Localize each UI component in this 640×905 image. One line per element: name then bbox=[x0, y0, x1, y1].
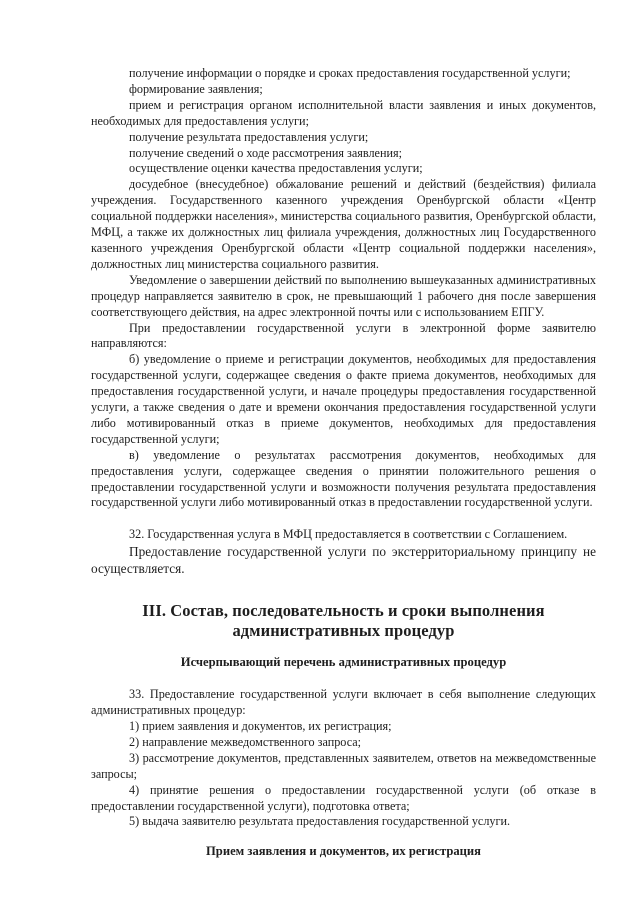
paragraph: б) уведомление о приеме и регистрации документов, необходимых для предоставления государственной услуги, содержащее сведения о факте приема документов, необходимых для предоставления государственной услуги, и начале процедуры предоставления государственной услуги, а также сведения о дате и времени окончания предоставления государственной услуги либо мотивированный отказ в приеме документов, необходимых для предоставления государственной услуги; bbox=[91, 352, 596, 446]
paragraph: досудебное (внесудебное) обжалование решений и действий (бездействия) филиала учреждения. Государственного казенного учреждения Оренбургской области «Центр социальной поддержки населения», министерства социального развития, Оренбургской области, МФЦ, а также их должностных лиц филиала учреждения, должностных лиц Государственного казенного учреждения Оренбургской области «Центр социальной поддержки населения», должностных лиц министерства социального развития. bbox=[91, 177, 596, 271]
paragraph: получение результата предоставления услуги; bbox=[129, 129, 369, 144]
subheading-procedures: Исчерпывающий перечень административных процедур bbox=[180, 655, 507, 670]
document-body bbox=[91, 66, 596, 860]
paragraph: в) уведомление о результатах рассмотрения документов, необходимых для предоставления услуги, содержащее сведения о принятии положительного решения о предоставлении государственной услуги и возможности получения результата предоставления государственной услуги либо мотивированный отказ в предоставлении государственной услуги. bbox=[91, 447, 596, 510]
paragraph: получение сведений о ходе рассмотрения заявления; bbox=[129, 145, 402, 160]
paragraph: прием и регистрация органом исполнительной власти заявления и иных документов, необходимых для предоставления услуги; bbox=[91, 97, 596, 128]
paragraph: Уведомление о завершении действий по выполнению вышеуказанных административных процедур направляется заявителю в срок, не превышающий 1 рабочего дня после завершения соответствующего действия, на адрес электронной почты или с использованием ЕПГУ. bbox=[91, 272, 596, 319]
list-item: 3) рассмотрение документов, представленных заявителем, ответов на межведомственные запросы; bbox=[91, 750, 596, 781]
list-item: 2) направление межведомственного запроса; bbox=[129, 734, 362, 749]
paragraph: формирование заявления; bbox=[129, 81, 263, 96]
list-item: 5) выдача заявителю результата предоставления государственной услуги. bbox=[129, 814, 511, 829]
paragraph: осуществление оценки качества предоставления услуги; bbox=[129, 161, 423, 176]
paragraph-32: 32. Государственная услуга в МФЦ предоставляется в соответствии с Соглашением. bbox=[129, 527, 568, 542]
subheading-reception: Прием заявления и документов, их регистрация bbox=[206, 844, 481, 859]
list-item: 4) принятие решения о предоставлении государственной услуги (об отказе в предоставлении государственной услуги), подготовка ответа; bbox=[91, 782, 596, 813]
list-item: 1) прием заявления и документов, их регистрация; bbox=[129, 719, 392, 733]
paragraph-33: 33. Предоставление государственной услуги включает в себя выполнение следующих административных процедур: bbox=[91, 687, 596, 718]
paragraph: При предоставлении государственной услуги в электронной форме заявителю направляются: bbox=[91, 320, 596, 351]
paragraph: получение информации о порядке и сроках предоставления государственной услуги; bbox=[129, 66, 571, 80]
paragraph-extraterritorial: Предоставление государственной услуги по экстерриториальному принципу не осуществляется. bbox=[91, 544, 596, 577]
section-heading: III. Состав, последовательность и сроки выполнения административных процедур bbox=[142, 601, 545, 641]
